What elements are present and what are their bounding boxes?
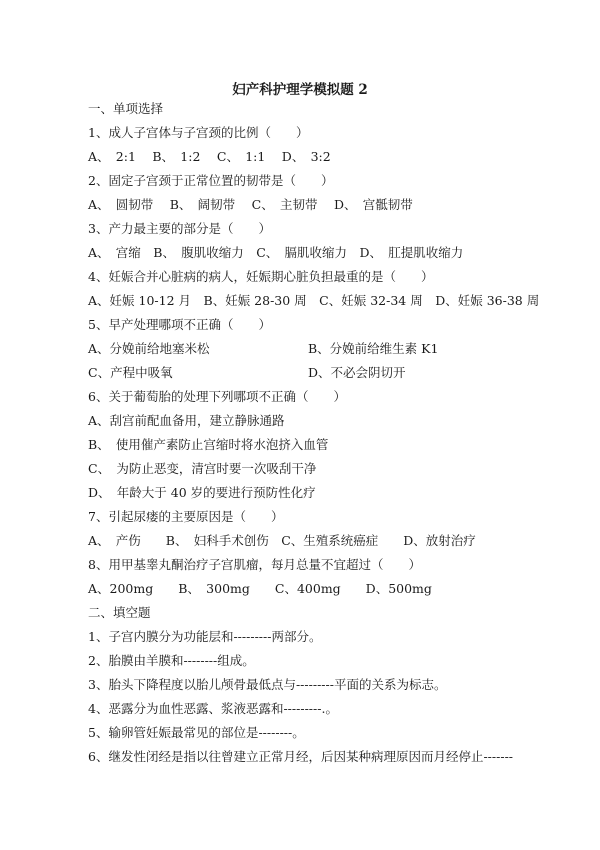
question-2-stem: 2、固定子宫颈于正常位置的韧带是（ ） [88,173,334,188]
question-3-options: A、 宫缩 B、 腹肌收缩力 C、 膈肌收缩力 D、 肛提肌收缩力 [88,245,464,260]
question-8-stem: 8、用甲基睾丸酮治疗子宫肌瘤，每月总量不宜超过（ ） [88,557,421,572]
question-8-options: A、200mg B、 300mg C、400mg D、500mg [88,581,432,596]
fill-question-6: 6、继发性闭经是指以往曾建立正常月经，后因某种病理原因而月经停止------- [88,749,514,764]
question-5-option-a: A、分娩前给地塞米松 [88,341,210,356]
fill-question-4: 4、恶露分为血性恶露、浆液恶露和---------.。 [88,701,338,716]
question-1-stem: 1、成人子宫体与子宫颈的比例（ ） [88,125,309,140]
question-6-option-c: C、 为防止恶变，清宫时要一次吸刮干净 [88,461,317,476]
section-heading-fill-in: 二、填空题 [88,605,151,620]
question-4-options: A、妊娠 10-12 月 B、妊娠 28-30 周 C、妊娠 32-34 周 D、妊娠 36-38 周 [88,293,540,308]
question-6-option-d: D、 年龄大于 40 岁的要进行预防性化疗 [88,485,316,500]
fill-question-2: 2、胎膜由羊膜和--------组成。 [88,653,255,668]
section-heading-single-choice: 一、单项选择 [88,101,164,116]
question-5-option-b: B、分娩前给维生素 K1 [308,341,439,356]
fill-question-1: 1、子宫内膜分为功能层和---------两部分。 [88,629,322,644]
question-5-stem: 5、早产处理哪项不正确（ ） [88,317,271,332]
question-1-options: A、 2:1 B、 1:2 C、 1:1 D、 3:2 [88,149,331,164]
question-6-option-b: B、 使用催产素防止宫缩时将水泡挤入血管 [88,437,329,452]
question-7-options: A、 产伤 B、 妇科手术创伤 C、生殖系统癌症 D、放射治疗 [88,533,476,548]
question-5-option-c: C、产程中吸氧 [88,365,173,380]
question-6-stem: 6、关于葡萄胎的处理下列哪项不正确（ ） [88,389,346,404]
question-4-stem: 4、妊娠合并心脏病的病人，妊娠期心脏负担最重的是（ ） [88,269,434,284]
fill-question-5: 5、输卵管妊娠最常见的部位是--------。 [88,725,305,740]
question-3-stem: 3、产力最主要的部分是（ ） [88,221,271,236]
question-2-options: A、 圆韧带 B、 阔韧带 C、 主韧带 D、 宫骶韧带 [88,197,413,212]
question-6-option-a: A、刮宫前配血备用，建立静脉通路 [88,413,285,428]
question-5-option-d: D、不必会阴切开 [308,365,406,380]
question-7-stem: 7、引起尿瘘的主要原因是（ ） [88,509,284,524]
document-title: 妇产科护理学模拟题 2 [232,82,368,98]
fill-question-3: 3、胎头下降程度以胎儿颅骨最低点与---------平面的关系为标志。 [88,677,447,692]
